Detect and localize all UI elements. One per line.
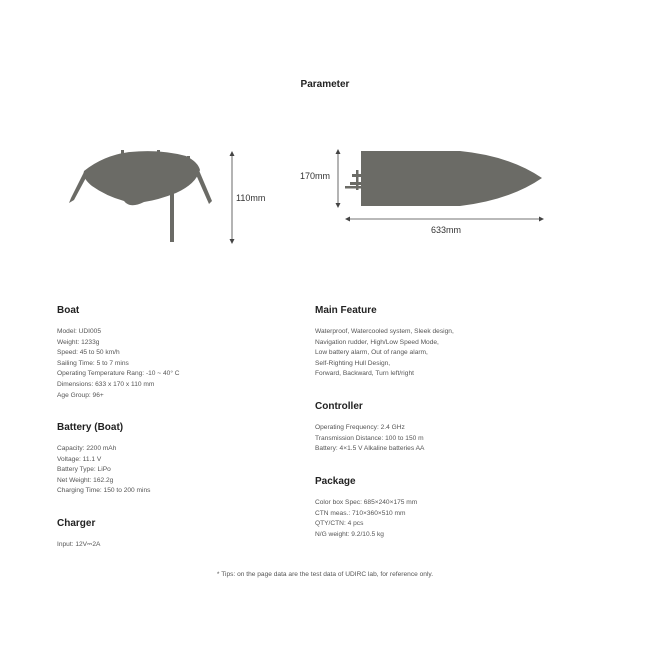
spec-line: Capacity: 2200 mAh xyxy=(57,445,117,452)
package-section xyxy=(315,476,417,540)
spec-line: Charging Time: 150 to 200 mins xyxy=(57,487,151,495)
width-label: 170mm xyxy=(300,171,331,181)
spec-line: Color box Spec: 685×240×175 mm xyxy=(315,499,418,506)
charger-heading: Charger xyxy=(57,518,96,529)
spec-line: Operating Temperature Rang: -10 ~ 40° C xyxy=(57,370,180,378)
spec-line: Sailing Time: 5 to 7 mins xyxy=(57,359,129,367)
boat-front-view xyxy=(69,150,212,242)
spec-line: Low battery alarm, Out of range alarm, xyxy=(315,349,428,357)
height-dimension-line xyxy=(230,151,235,244)
width-dimension-line xyxy=(336,149,341,208)
spec-line: N/G weight: 9.2/10.5 kg xyxy=(315,530,384,538)
spec-line: Navigation rudder, High/Low Speed Mode, xyxy=(315,338,439,346)
spec-line: Dimensions: 633 x 170 x 110 mm xyxy=(57,380,155,388)
tips-note: * Tips: on the page data are the test data of UDIRC lab, for reference only. xyxy=(216,571,434,578)
spec-line: CTN meas.: 710×360×510 mm xyxy=(315,509,406,517)
controller-heading: Controller xyxy=(315,401,363,412)
controller-section xyxy=(315,401,424,455)
spec-line: Speed: 45 to 50 km/h xyxy=(57,349,120,357)
spec-line: Battery: 4×1.5 V Alkaline batteries AA xyxy=(315,445,425,453)
length-label: 633mm xyxy=(431,225,462,235)
height-label: 110mm xyxy=(236,193,266,203)
battery-heading: Battery (Boat) xyxy=(57,422,124,433)
page-title: Parameter xyxy=(300,79,350,90)
boat-heading: Boat xyxy=(57,305,80,316)
spec-line: QTY/CTN: 4 pcs xyxy=(315,520,364,528)
spec-line: Age Group: 96+ xyxy=(57,391,104,399)
spec-line: Transmission Distance: 100 to 150 m xyxy=(315,434,424,442)
boat-dimension-diagram xyxy=(0,0,650,260)
battery-section xyxy=(57,422,150,497)
package-heading: Package xyxy=(315,476,356,487)
spec-line: Weight: 1233g xyxy=(57,338,100,346)
charger-section xyxy=(57,518,100,551)
spec-line: Operating Frequency: 2.4 GHz xyxy=(315,424,405,431)
boat-top-view xyxy=(345,151,542,206)
spec-line: Battery Type: LiPo xyxy=(57,466,111,474)
boat-section xyxy=(57,305,180,401)
spec-line: Waterproof, Watercooled system, Sleek design, xyxy=(315,328,454,335)
spec-line: Input: 12V⎓2A xyxy=(57,541,101,548)
spec-line: Net Weight: 162.2g xyxy=(57,476,114,484)
spec-line: Forward, Backward, Turn left/right xyxy=(315,370,414,378)
main-feature-section xyxy=(315,305,454,380)
spec-line: Voltage: 11.1 V xyxy=(57,455,102,463)
main-feature-heading: Main Feature xyxy=(315,305,377,316)
spec-line: Model: UDI005 xyxy=(57,328,101,335)
length-dimension-line xyxy=(345,217,544,222)
spec-line: Self-Righting Hull Design, xyxy=(315,359,391,367)
